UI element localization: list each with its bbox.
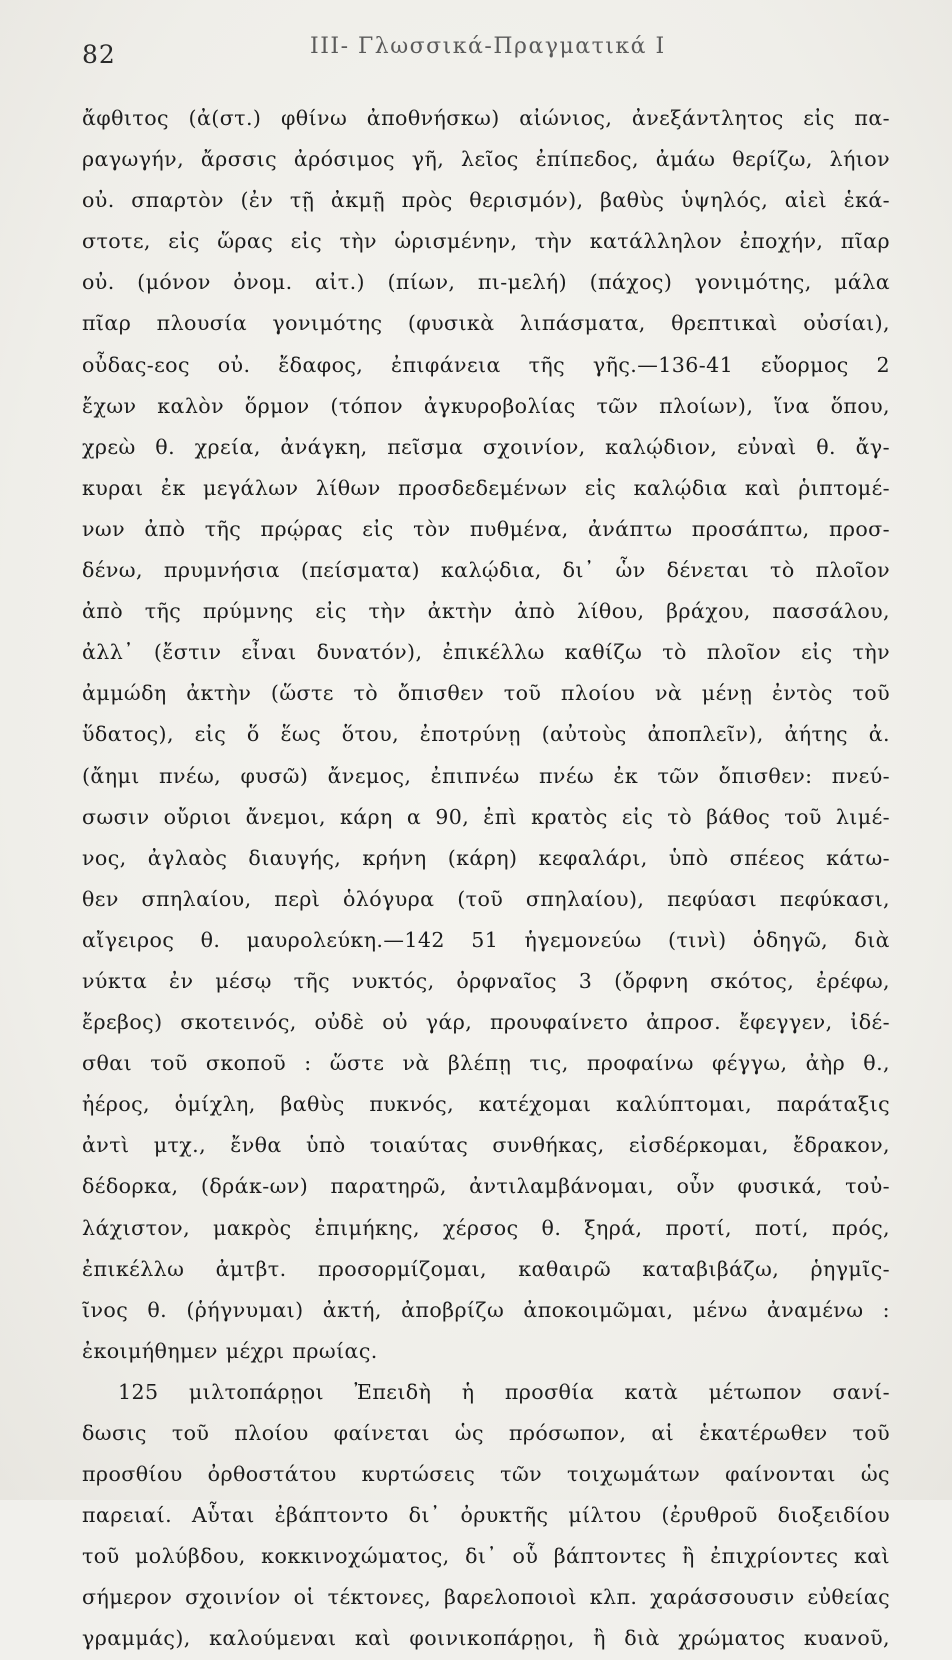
text-line: σωσιν οὔριοι ἄνεμοι, κάρη α 90, ἐπὶ κρατὸς εἰς τὸ βάθος τοῦ λιμέ- [82,804,890,829]
text-line: ὕδατος), εἰς ὅ ἕως ὅτου, ἐποτρύνῃ (αὐτοὺς ἀποπλεῖν), ἀήτης ἀ. [82,722,890,747]
text-line: νος, ἀγλαὸς διαυγής, κρήνη (κάρη) κεφαλάρι, ὑπὸ σπέεος κάτω- [82,845,890,870]
text-line: στοτε, εἰς ὥρας εἰς τὴν ὡρισμένην, τὴν κατάλληλον ἐποχήν, πῖαρ [82,229,890,254]
text-line: προσθίου ὀρθοστάτου κυρτώσεις τῶν τοιχωμάτων φαίνονται ὡς [82,1462,890,1487]
text-line: δωσις τοῦ πλοίου φαίνεται ὡς πρόσωπον, αἱ ἑκατέρωθεν τοῦ [82,1421,890,1445]
page-number: 82 [82,40,116,69]
text-line: ἐκοιμήθημεν μέχρι πρωίας. [82,1338,378,1363]
text-line: αἴγειρος θ. μαυρολεύκη.—142 51 ἡγεμονεύω (τινὶ) ὁδηγῶ, διὰ [82,927,890,952]
text-line: δένω, πρυμνήσια (πείσματα) καλῴδια, δι᾽ ὧν δένεται τὸ πλοῖον [82,558,890,583]
text-line: ἀμμώδη ἀκτὴν (ὥστε τὸ ὄπισθεν τοῦ πλοίου νὰ μένῃ ἐντὸς τοῦ [82,681,890,706]
text-line: τοῦ μολύβδου, κοκκινοχώματος, δι᾽ οὗ βάπτοντες ἢ ἐπιχρίοντες καὶ [82,1544,890,1569]
text-line: δέδορκα, (δράκ-ων) παρατηρῶ, ἀντιλαμβάνομαι, οὖν φυσικά, τοὐ- [82,1174,890,1199]
text-line: γραμμάς), καλούμεναι καὶ φοινικοπάρῃοι, ἢ διὰ χρώματος κυανοῦ, [82,1626,890,1651]
text-line: ραγωγήν, ἄρσσις ἀρόσιμος γῆ, λεῖος ἐπίπεδος, ἀμάω θερίζω, λήιον [82,147,890,172]
body-text [82,98,890,1651]
text-line: ἀντὶ μτχ., ἔνθα ὑπὸ τοιαύτας συνθήκας, εἰσδέρκομαι, ἔδρακον, [82,1133,890,1158]
text-line: κυραι ἐκ μεγάλων λίθων προσδεδεμένων εἰς καλῴδια καὶ ῥιπτομέ- [82,475,890,500]
text-line: σθαι τοῦ σκοποῦ : ὥστε νὰ βλέπῃ τις, προφαίνω φέγγω, ἀὴρ θ., [82,1051,890,1076]
text-line: οὐ. (μόνον ὀνομ. αἰτ.) (πίων, πι-μελή) (πάχος) γονιμότης, μάλα [82,270,890,295]
text-line: ἠέρος, ὁμίχλη, βαθὺς πυκνός, κατέχομαι καλύπτομαι, παράταξις [82,1092,890,1117]
running-head: III- Γλωσσικά-Πραγματικά I [310,34,666,59]
text-line: παρειαί. Αὗται ἐβάπτοντο δι᾽ ὀρυκτῆς μίλτου (ἐρυθροῦ διοξειδίου [82,1503,890,1528]
text-line: ῖνος θ. (ῥήγνυμαι) ἀκτή, ἀποβρίζω ἀποκοιμῶμαι, μένω ἀναμένω : [82,1297,890,1322]
text-line: νύκτα ἐν μέσῳ τῆς νυκτός, ὀρφναῖος 3 (ὄρφνη σκότος, ἐρέφω, [82,968,890,993]
text-line: 125 μιλτοπάρῃοι Ἐπειδὴ ἡ προσθία κατὰ μέτωπον σανί- [118,1379,890,1404]
text-line: οὖδας-εος οὐ. ἔδαφος, ἐπιφάνεια τῆς γῆς.—136-41 εὔορμος 2 [82,352,890,377]
text-line: οὐ. σπαρτὸν (ἐν τῇ ἀκμῇ πρὸς θερισμόν), βαθὺς ὑψηλός, αἰεὶ ἑκά- [82,188,890,213]
text-line: ἄφθιτος (ἀ(στ.) φθίνω ἀποθνήσκω) αἰώνιος, ἀνεξάντλητος εἰς πα- [82,106,890,130]
text-line: (ἄημι πνέω, φυσῶ) ἄνεμος, ἐπιπνέω πνέω ἐκ τῶν ὄπισθεν: πνεύ- [82,763,890,788]
text-line: χρεὼ θ. χρεία, ἀνάγκη, πεῖσμα σχοινίον, καλῴδιον, εὐναὶ θ. ἄγ- [82,434,890,459]
text-line: νων ἀπὸ τῆς πρῴρας εἰς τὸν πυθμένα, ἀνάπτω προσάπτω, προσ- [82,516,890,541]
text-line: ἔχων καλὸν ὅρμον (τόπον ἀγκυροβολίας τῶν πλοίων), ἵνα ὅπου, [82,393,890,418]
text-line: ἀλλ᾽ (ἔστιν εἶναι δυνατόν), ἐπικέλλω καθίζω τὸ πλοῖον εἰς τὴν [82,640,890,665]
page-header [82,30,872,70]
text-line: σήμερον σχοινίον οἱ τέκτονες, βαρελοποιοὶ κλπ. χαράσσουσιν εὐθείας [82,1585,890,1610]
text-line: λάχιστον, μακρὸς ἐπιμήκης, χέρσος θ. ξηρά, προτί, ποτί, πρός, [82,1215,890,1240]
text-line: θεν σπηλαίου, περὶ ὁλόγυρα (τοῦ σπηλαίου), πεφύασι πεφύκασι, [82,886,890,911]
text-line: ἔρεβος) σκοτεινός, οὐδὲ οὐ γάρ, προυφαίνετο ἀπροσ. ἔφεγγεν, ἰδέ- [82,1010,890,1035]
text-line: ἀπὸ τῆς πρύμνης εἰς τὴν ἀκτὴν ἀπὸ λίθου, βράχου, πασσάλου, [82,599,890,624]
text-line: πῖαρ πλουσία γονιμότης (φυσικὰ λιπάσματα, θρεπτικαὶ οὐσίαι), [82,311,890,336]
text-line: ἐπικέλλω ἀμτβτ. προσορμίζομαι, καθαιρῶ καταβιβάζω, ῥηγμῖς- [82,1256,890,1281]
